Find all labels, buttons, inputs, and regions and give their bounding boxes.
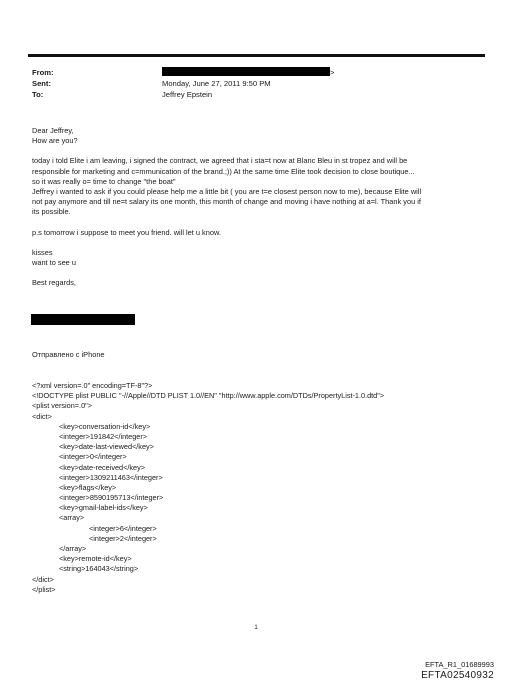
bates-number-2: EFTA02540932 — [421, 670, 494, 681]
want-line: want to see u — [32, 258, 76, 268]
paragraph-1-line-1: today i told Elite i am leaving, i signed the contract, we agreed that i sta=t now at Blanc Bleu in st tropez and will be — [32, 156, 408, 166]
paragraph-1-line-2: responsible for marketing and c=mmunication of the brand.;)) At the same time Elite took decision to close boutique... — [32, 166, 415, 176]
xml-line: <dict> — [32, 411, 52, 421]
from-label: From: — [32, 68, 54, 77]
paragraph-2-line-2: not pay anymore and till ne=t salary its one month, this month of change and moving i have nothing at a=l. Thank you if — [32, 197, 421, 207]
header-rule — [28, 54, 485, 57]
xml-line: <plist version=.0"> — [32, 401, 92, 411]
xml-line: <integer>6</integer> — [89, 523, 157, 533]
xml-line: <integer>2</integer> — [89, 533, 157, 543]
paragraph-2-line-3: its possible. — [32, 207, 71, 217]
xml-line: <key>flags</key> — [59, 482, 117, 492]
xml-line: <key>conversation-id</key> — [59, 421, 151, 431]
postscript: p.s tomorrow i suppose to meet you friend. will let u know. — [32, 227, 221, 237]
greeting-line-2: How are you? — [32, 136, 78, 146]
sent-label: Sent: — [32, 79, 51, 88]
xml-line: <string>164043</string> — [59, 564, 139, 574]
xml-line: <key>date-received</key> — [59, 462, 145, 472]
xml-line: </array> — [59, 544, 87, 553]
to-label: To: — [32, 90, 44, 99]
xml-line: <?xml version=.0" encoding=TF-8"?> — [32, 381, 153, 390]
bates-number-1: EFTA_R1_01689993 — [425, 660, 494, 669]
xml-line: <key>remote-id</key> — [59, 554, 132, 564]
redacted-signature — [31, 314, 135, 325]
from-value-trailing: > — [330, 68, 335, 77]
xml-line: <array> — [59, 513, 85, 523]
xml-line: <integer>191842</integer> — [59, 431, 148, 441]
xml-metadata — [32, 381, 492, 595]
regards-line: Best regards, — [32, 278, 76, 288]
sent-from-line: Отправлено с iPhone — [32, 350, 105, 359]
xml-line: <integer>1309211463</integer> — [59, 472, 163, 482]
message-body — [32, 126, 484, 288]
xml-line: <!DOCTYPE plist PUBLIC "-//Apple//DTD PLIST 1.0//EN" "http://www.apple.com/DTDs/PropertyList-1.0.dtd"> — [32, 391, 385, 401]
page-number: 1 — [254, 625, 258, 631]
xml-line: </plist> — [32, 584, 56, 594]
paragraph-1-line-3: so it was really o= time to change "the boat" — [32, 176, 176, 186]
xml-line: <key>date-last-viewed</key> — [59, 442, 154, 452]
xml-line: <integer>8590195713</integer> — [59, 493, 164, 503]
greeting-line-1: Dear Jeffrey, — [32, 126, 74, 135]
redacted-sender — [162, 67, 330, 76]
xml-line: <integer>0</integer> — [59, 452, 127, 462]
xml-line: <key>gmail-label-ids</key> — [59, 503, 148, 513]
xml-line: </dict> — [32, 574, 54, 584]
to-value: Jeffrey Epstein — [162, 90, 213, 99]
paragraph-2-line-1: Jeffrey i wanted to ask if you could please help me a little bit ( you are t=e closest person now to me), because Elite will — [32, 187, 422, 197]
sent-value: Monday, June 27, 2011 9:50 PM — [162, 79, 271, 88]
kisses-line: kisses — [32, 247, 53, 257]
